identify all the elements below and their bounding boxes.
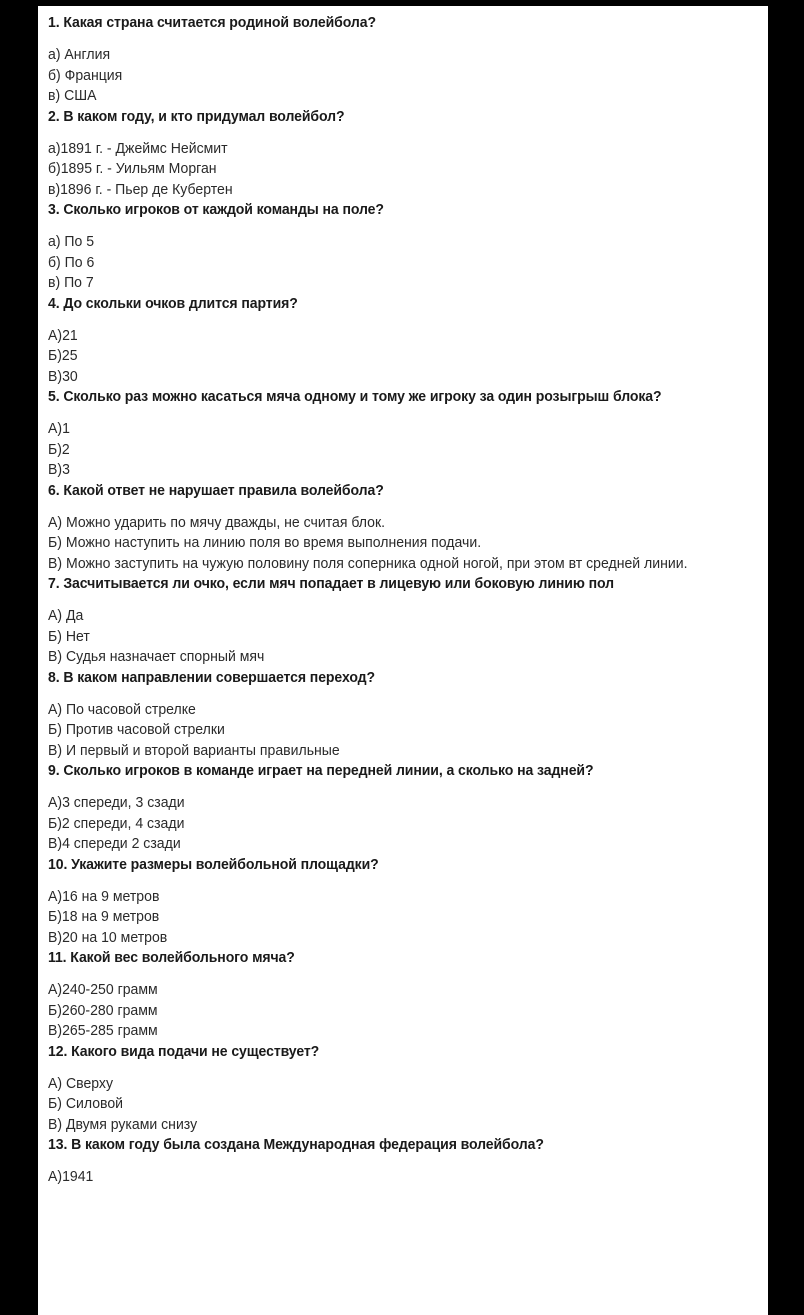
answer-options xyxy=(48,1074,750,1136)
question-6 xyxy=(48,481,750,575)
question-text: 2. В каком году, и кто придумал волейбол? xyxy=(48,108,345,125)
question-7 xyxy=(48,574,750,668)
answer-options xyxy=(48,419,750,481)
answer-option: В) Судья назначает спорный мяч xyxy=(48,649,265,665)
answer-options xyxy=(48,980,750,1042)
answer-option: А)1 xyxy=(48,421,70,437)
answer-options xyxy=(48,139,750,201)
question-3 xyxy=(48,200,750,294)
answer-option: в)1896 г. - Пьер де Кубертен xyxy=(48,181,233,198)
answer-option: Б) Силовой xyxy=(48,1096,124,1112)
answer-options xyxy=(48,513,750,575)
question-12 xyxy=(48,1042,750,1136)
answer-option: А) Можно ударить по мячу дважды, не считая блок. xyxy=(48,514,386,531)
question-text: 10. Укажите размеры волейбольной площадки? xyxy=(48,856,379,873)
answer-option: б) Франция xyxy=(48,67,123,84)
question-9 xyxy=(48,761,750,855)
answer-options xyxy=(48,1167,750,1188)
answer-option: б)1895 г. - Уильям Морган xyxy=(48,161,217,177)
answer-options xyxy=(48,606,750,668)
answer-options xyxy=(48,793,750,855)
question-2 xyxy=(48,107,750,201)
answer-option: В) Можно заступить на чужую половину поля соперника одной ногой, при этом вт средней линии. xyxy=(48,555,688,572)
question-text: 3. Сколько игроков от каждой команды на поле? xyxy=(48,202,384,218)
question-8 xyxy=(48,668,750,762)
question-5 xyxy=(48,387,750,481)
answer-option: А) Да xyxy=(48,608,84,624)
question-text: 9. Сколько игроков в команде играет на передней линии, а сколько на задней? xyxy=(48,763,594,779)
quiz-page xyxy=(38,6,768,1315)
answer-option: А)3 спереди, 3 сзади xyxy=(48,795,185,811)
answer-option: а) Англия xyxy=(48,47,111,63)
question-text: 4. До скольки очков длится партия? xyxy=(48,295,298,312)
answer-option: А)1941 xyxy=(48,1169,94,1185)
question-text: 11. Какой вес волейбольного мяча? xyxy=(48,950,295,966)
answer-option: А) По часовой стрелке xyxy=(48,701,196,718)
answer-option: а)1891 г. - Джеймс Нейсмит xyxy=(48,140,228,157)
answer-option: В)3 xyxy=(48,462,70,478)
question-11 xyxy=(48,948,750,1042)
answer-option: В)265-285 грамм xyxy=(48,1023,158,1039)
answer-option: В)4 спереди 2 сзади xyxy=(48,836,181,852)
answer-option: Б)25 xyxy=(48,348,78,364)
question-text: 5. Сколько раз можно касаться мяча одному и тому же игроку за один розыгрыш блока? xyxy=(48,389,662,405)
answer-option: Б)2 xyxy=(48,441,70,458)
answer-option: А)21 xyxy=(48,327,78,344)
answer-option: Б)260-280 грамм xyxy=(48,1002,158,1019)
quiz-content xyxy=(48,13,750,1188)
answer-options xyxy=(48,232,750,294)
question-text: 12. Какого вида подачи не существует? xyxy=(48,1043,320,1060)
answer-option: В) И первый и второй варианты правильные xyxy=(48,742,340,759)
answer-option: В) Двумя руками снизу xyxy=(48,1116,198,1133)
answer-option: В)30 xyxy=(48,368,78,385)
answer-options xyxy=(48,700,750,762)
question-text: 13. В каком году была создана Международная федерация волейбола? xyxy=(48,1137,544,1153)
answer-option: Б) Против часовой стрелки xyxy=(48,722,225,738)
answer-option: в) США xyxy=(48,88,97,104)
question-text: 6. Какой ответ не нарушает правила волейбола? xyxy=(48,482,384,499)
answer-option: в) По 7 xyxy=(48,275,94,291)
answer-option: Б)2 спереди, 4 сзади xyxy=(48,815,185,832)
answer-options xyxy=(48,887,750,949)
question-13 xyxy=(48,1135,750,1188)
answer-option: А)240-250 грамм xyxy=(48,982,158,998)
answer-option: б) По 6 xyxy=(48,254,95,271)
answer-option: Б) Нет xyxy=(48,628,90,645)
answer-options xyxy=(48,45,750,107)
answer-options xyxy=(48,326,750,388)
question-text: 7. Засчитывается ли очко, если мяч попадает в лицевую или боковую линию пол xyxy=(48,576,614,592)
answer-option: В)20 на 10 метров xyxy=(48,929,168,946)
answer-option: А)16 на 9 метров xyxy=(48,888,160,905)
answer-option: Б) Можно наступить на линию поля во время выполнения подачи. xyxy=(48,535,482,551)
question-text: 1. Какая страна считается родиной волейбола? xyxy=(48,15,376,31)
answer-option: а) По 5 xyxy=(48,234,95,250)
question-4 xyxy=(48,294,750,388)
answer-option: Б)18 на 9 метров xyxy=(48,909,160,925)
question-text: 8. В каком направлении совершается переход? xyxy=(48,669,375,686)
question-10 xyxy=(48,855,750,949)
answer-option: А) Сверху xyxy=(48,1075,114,1092)
question-1 xyxy=(48,13,750,107)
